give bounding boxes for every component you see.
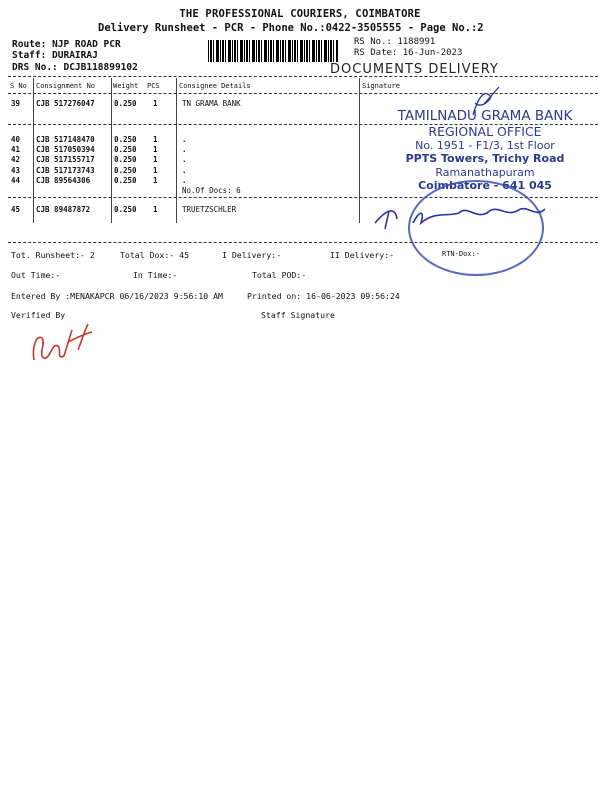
row-pcs: 1 [153, 176, 158, 185]
verified-signature [28, 320, 98, 368]
row-pcs: 1 [153, 166, 158, 175]
col-divider [33, 78, 34, 223]
row-consignment: CJB 89487872 [36, 205, 91, 214]
row-sno: 45 [11, 205, 21, 214]
row-weight: 0.250 [114, 99, 137, 108]
bank-stamp-address3: Ramanathapuram [435, 166, 535, 179]
row-sno: 42 [11, 155, 21, 164]
row-pcs: 1 [153, 155, 158, 164]
row-pcs: 1 [153, 99, 158, 108]
documents-delivery-stamp: DOCUMENTS DELIVERY [330, 62, 499, 77]
staff-signature: Staff Signature [261, 310, 335, 320]
row-sno: 40 [11, 135, 21, 144]
col-pcs: PCS [147, 82, 160, 90]
col-consignment: Consignment No [36, 82, 96, 90]
row-sno: 43 [11, 166, 21, 175]
row-weight: 0.250 [114, 145, 137, 154]
rtn-dox: RTN-Dox:- [442, 250, 480, 258]
staff-label: Staff: DURAIRAJ [12, 50, 98, 61]
row-details: . [182, 145, 187, 154]
row-weight: 0.250 [114, 176, 137, 185]
company-title: THE PROFESSIONAL COURIERS, COIMBATORE [179, 8, 421, 20]
bank-stamp-address1: No. 1951 - F1/3, 1st Floor [415, 139, 555, 152]
tot-runsheet: Tot. Runsheet:- 2 [11, 250, 95, 260]
in-time: In Time:- [133, 270, 178, 280]
row-weight: 0.250 [114, 135, 137, 144]
row-weight: 0.250 [114, 155, 137, 164]
i-delivery: I Delivery:- [222, 250, 282, 260]
row-sno: 44 [11, 176, 21, 185]
col-consignee: Consignee Details [179, 82, 251, 90]
row-details: . [182, 176, 187, 185]
col-sno: S No [10, 82, 27, 90]
row-sno: 39 [11, 99, 21, 108]
verified-by: Verified By [11, 310, 66, 320]
row-consignment: CJB 517148470 [36, 135, 95, 144]
row-consignment: CJB 517050394 [36, 145, 95, 154]
row-consignment: CJB 517276047 [36, 99, 95, 108]
receiver-signature [355, 85, 575, 235]
col-signature: Signature [362, 82, 400, 90]
col-weight: Weight [113, 82, 139, 90]
row-consignment: CJB 517155717 [36, 155, 95, 164]
col-divider [111, 78, 112, 223]
bank-stamp-address2: PPTS Towers, Trichy Road [405, 152, 565, 165]
barcode [208, 40, 338, 62]
total-pod: Total POD:- [252, 270, 307, 280]
bank-stamp-address4: Coimbatore - 641 045 [418, 179, 552, 192]
row-sno: 41 [11, 145, 21, 154]
row-consignment: CJB 89564306 [36, 176, 91, 185]
row-pcs: 1 [153, 145, 158, 154]
row-pcs: 1 [153, 135, 158, 144]
row-weight: 0.250 [114, 166, 137, 175]
entered-by: Entered By :MENAKAPCR 06/16/2023 9:56:10 AM [11, 291, 223, 301]
row-details: . [182, 135, 187, 144]
row-details: . [182, 155, 187, 164]
ii-delivery: II Delivery:- [330, 250, 395, 260]
col-divider [176, 78, 177, 223]
out-time: Out Time:- [11, 270, 61, 280]
row-consignment: CJB 517173743 [36, 166, 95, 175]
no-of-docs: No.Of Docs: 6 [182, 186, 241, 195]
row-pcs: 1 [153, 205, 158, 214]
row-weight: 0.250 [114, 205, 137, 214]
drs-number: DRS No.: DCJB118899102 [12, 62, 138, 73]
route-label: Route: NJP ROAD PCR [12, 39, 121, 50]
row-details: . [182, 166, 187, 175]
row-details: TN GRAMA BANK [182, 99, 241, 108]
bank-stamp-office: REGIONAL OFFICE [428, 124, 542, 139]
rs-date: RS Date: 16-Jun-2023 [354, 48, 463, 58]
total-dox: Total Dox:- 45 [120, 250, 190, 260]
printed-on: Printed on: 16-06-2023 09:56:24 [247, 291, 400, 301]
bank-stamp-name: TAMILNADU GRAMA BANK [397, 108, 573, 124]
runsheet-subtitle: Delivery Runsheet - PCR - Phone No.:0422-3505555 - Page No.:2 [98, 22, 484, 34]
row-details: TRUETZSCHLER [182, 205, 237, 214]
table-top-rule [8, 76, 598, 77]
rs-number: RS No.: 1188991 [354, 37, 436, 47]
